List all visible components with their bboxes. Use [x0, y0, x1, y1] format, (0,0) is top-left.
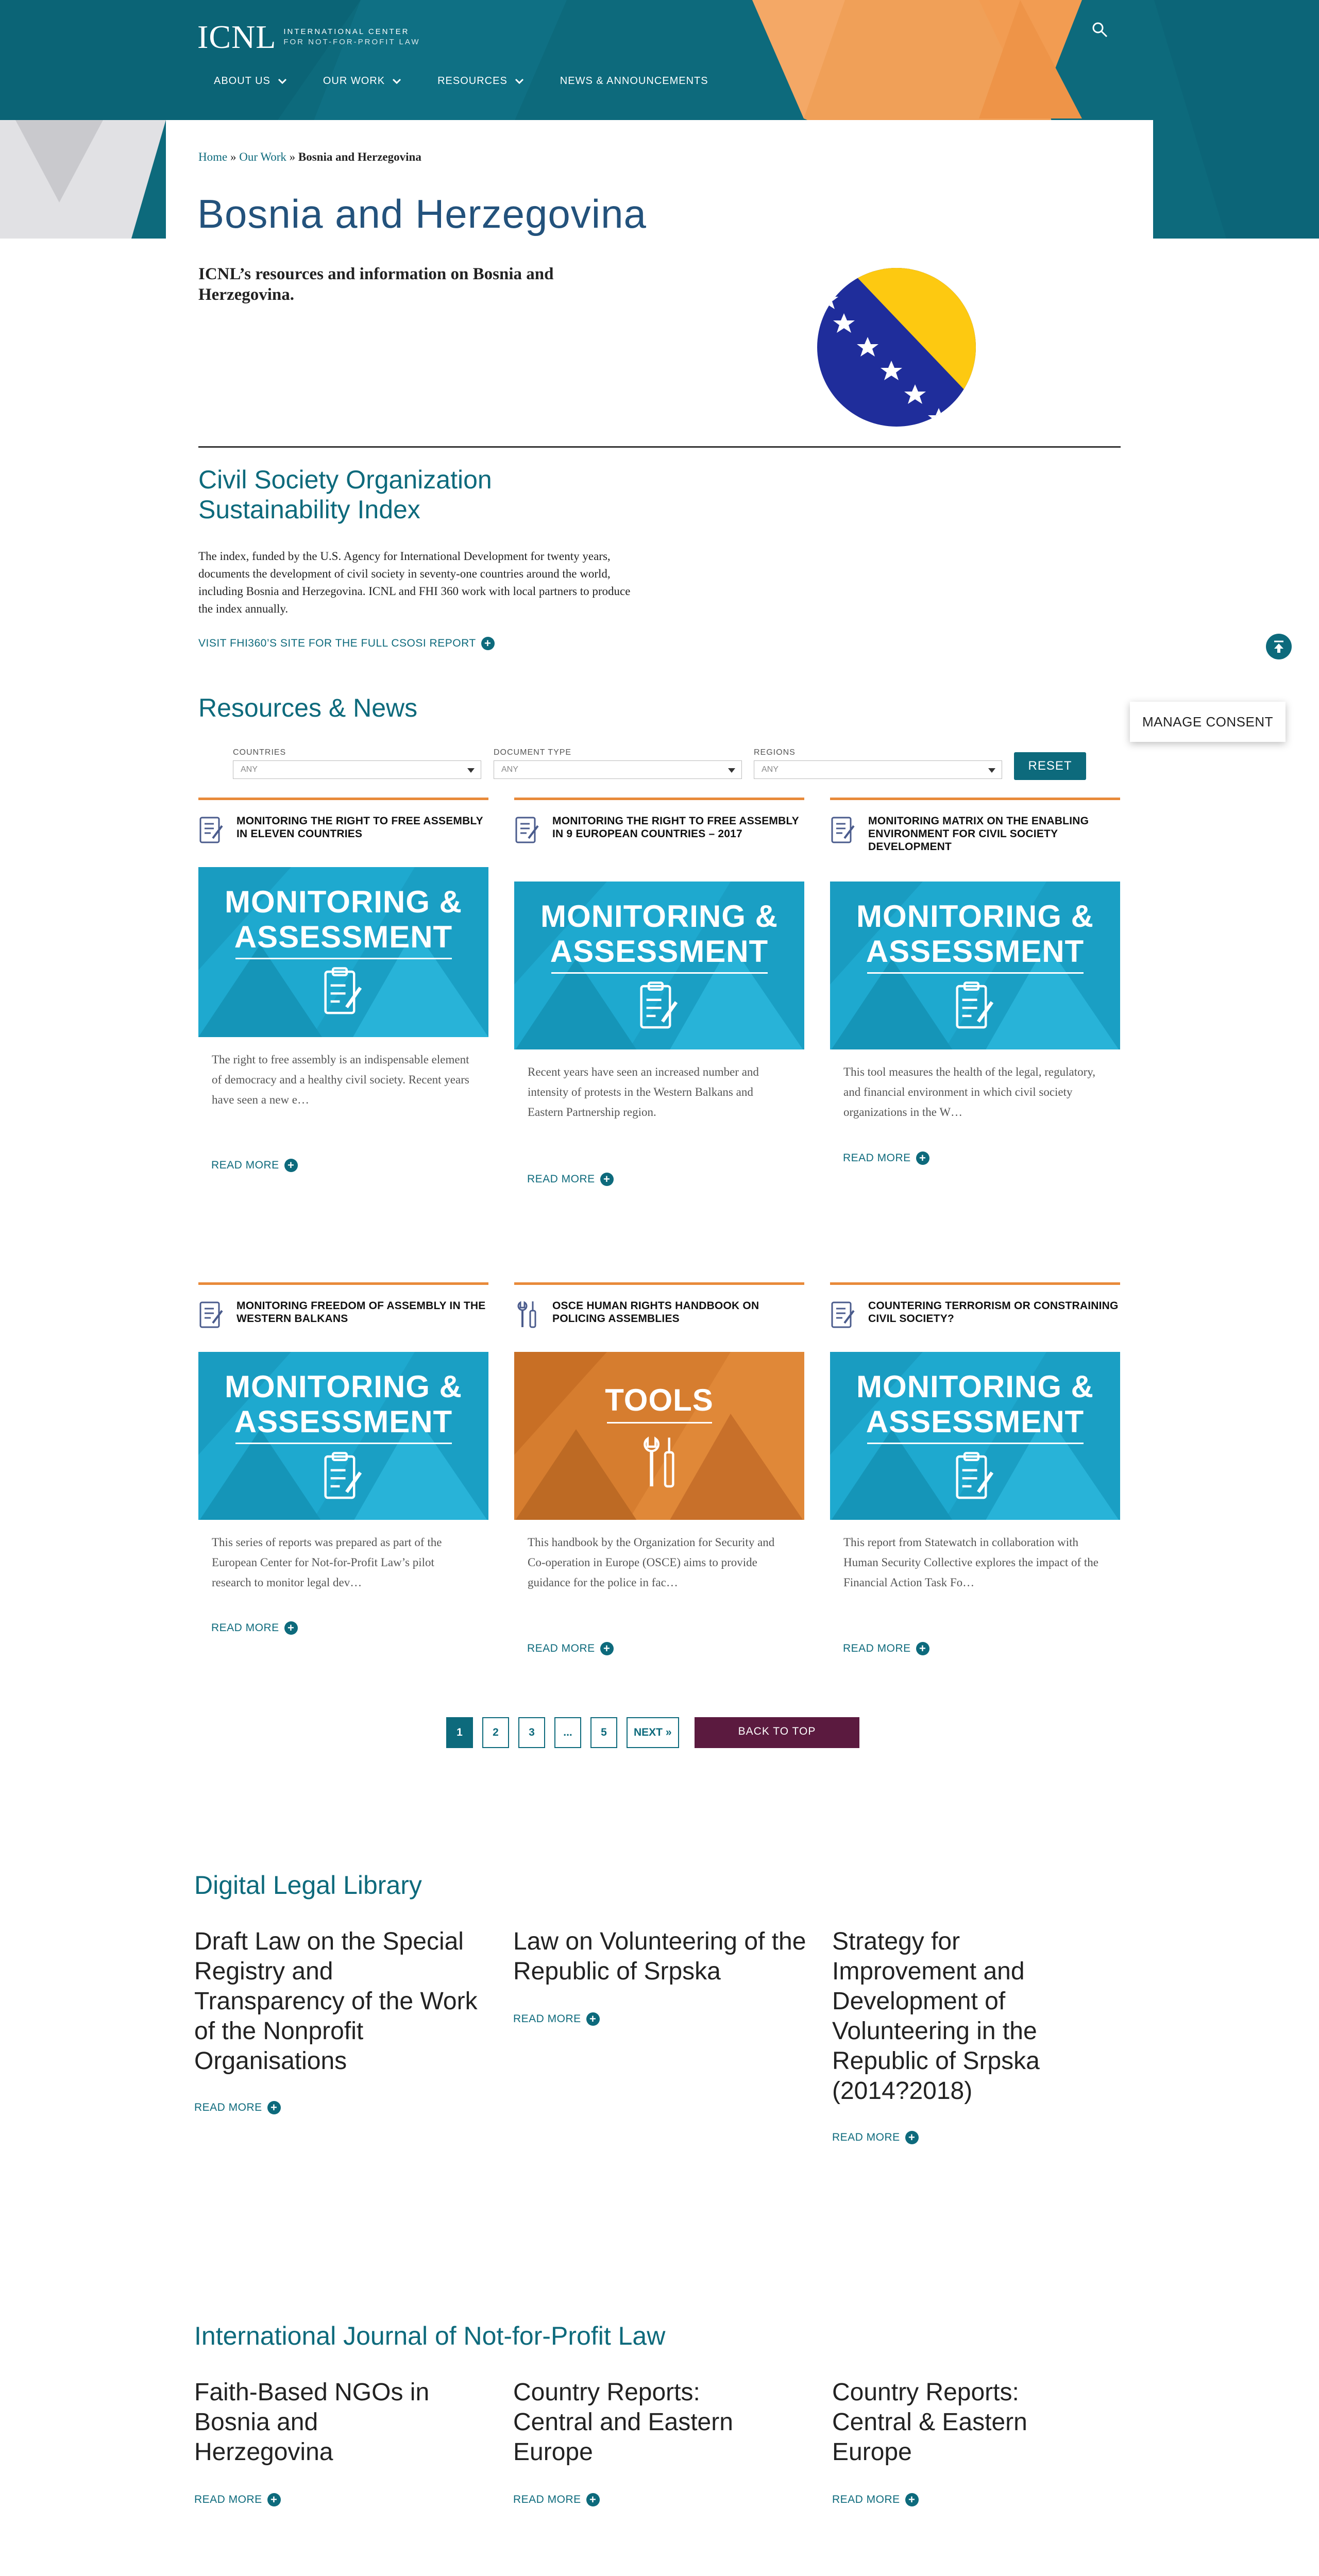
card-title[interactable]: MONITORING THE RIGHT TO FREE ASSEMBLY IN ELEVEN COUNTRIES	[236, 815, 483, 840]
card-excerpt: This report from Statewatch in collaboration with Human Security Collective explores the impact of the Financial Action Task Fo…	[843, 1536, 1098, 1589]
logo-text: INTERNATIONAL CENTER FOR NOT-FOR-PROFIT LAW	[283, 27, 420, 46]
tools-icon	[514, 1299, 540, 1330]
plus-circle-icon: +	[916, 1642, 929, 1655]
page-5-button[interactable]: 5	[590, 1717, 617, 1748]
card-image[interactable]: MONITORING & ASSESSMENT	[830, 1352, 1120, 1520]
scroll-to-top-icon[interactable]	[1266, 634, 1292, 659]
plus-circle-icon: +	[284, 1159, 298, 1172]
card-image[interactable]: MONITORING & ASSESSMENT	[198, 867, 488, 1037]
breadcrumb-our-work[interactable]: Our Work	[239, 150, 286, 163]
card-excerpt: This series of reports was prepared as part of the European Center for Not-for-Profit Law’s pilot research to monitor legal dev…	[212, 1536, 442, 1589]
header-grey-corner	[0, 120, 166, 239]
csosi-report-link[interactable]: VISIT FHI360’S SITE FOR THE FULL CSOSI REPORT +	[198, 637, 495, 650]
breadcrumb: Home » Our Work » Bosnia and Herzegovina	[198, 150, 421, 163]
section-divider	[198, 446, 1121, 448]
site-logo[interactable]	[197, 21, 420, 54]
resource-card	[514, 798, 804, 1122]
wrench-screwdriver-icon	[639, 1435, 680, 1492]
resources-heading: Resources & News	[198, 693, 418, 722]
breadcrumb-home[interactable]: Home	[198, 150, 228, 163]
country-flag-image	[817, 268, 976, 427]
breadcrumb-current: Bosnia and Herzegovina	[298, 150, 421, 163]
journal-item-title[interactable]: Country Reports: Central and Eastern Europe	[513, 2379, 733, 2466]
countries-select[interactable]: ANY	[233, 760, 481, 779]
read-more-link[interactable]: READ MORE +	[832, 2131, 919, 2144]
card-image[interactable]: TOOLS	[514, 1352, 804, 1520]
plus-circle-icon: +	[905, 2131, 919, 2144]
reset-button[interactable]: RESET	[1014, 752, 1086, 780]
card-excerpt: The right to free assembly is an indispensable element of democracy and a healthy civil society. Recent years have seen a new e…	[212, 1053, 469, 1106]
document-icon	[830, 1299, 856, 1330]
plus-circle-icon: +	[600, 1642, 614, 1655]
next-page-button[interactable]: NEXT »	[627, 1717, 679, 1748]
page-1-button[interactable]: 1	[446, 1717, 473, 1748]
filter-regions: REGIONS ANY	[754, 748, 1002, 779]
plus-circle-icon: +	[916, 1151, 929, 1165]
dropdown-arrow-icon	[467, 768, 475, 773]
csosi-description: The index, funded by the U.S. Agency for International Development for twenty years, documents the development of civil society in seventy-one countries around the world, including Bosnia and Herzegovina. ICNL and FHI 360 work with local partners to produce the index annually.	[198, 550, 631, 615]
card-title[interactable]: COUNTERING TERRORISM OR CONSTRAINING CIVIL SOCIETY?	[868, 1300, 1119, 1325]
resource-card	[514, 1282, 804, 1592]
journal-item-title[interactable]: Faith-Based NGOs in Bosnia and Herzegovina	[194, 2379, 430, 2466]
page-3-button[interactable]: 3	[518, 1717, 545, 1748]
card-excerpt: This handbook by the Organization for Security and Co-operation in Europe (OSCE) aims to provide guidance for the police in fac…	[528, 1536, 775, 1589]
read-more-link[interactable]: READ MORE +	[211, 1159, 298, 1172]
page-title: Bosnia and Herzegovina	[197, 191, 647, 236]
plus-circle-icon: +	[284, 1621, 298, 1635]
card-excerpt: This tool measures the health of the legal, regulatory, and financial environment in which civil society organizations in the W…	[843, 1065, 1096, 1118]
chevron-down-icon	[278, 78, 287, 84]
library-item-title[interactable]: Draft Law on the Special Registry and Transparency of the Work of the Nonprofit Organisations	[194, 1928, 478, 2075]
main-nav	[214, 75, 745, 87]
document-icon	[514, 815, 540, 845]
clipboard-icon	[638, 980, 679, 1032]
plus-circle-icon: +	[586, 2493, 600, 2506]
nav-resources[interactable]: RESOURCES	[437, 75, 524, 87]
library-heading: Digital Legal Library	[194, 1871, 422, 1900]
filter-countries: COUNTRIES ANY	[233, 748, 481, 779]
document-icon	[198, 1299, 224, 1330]
page-intro: ICNL’s resources and information on Bosnia and Herzegovina.	[198, 265, 554, 304]
nav-news[interactable]: NEWS & ANNOUNCEMENTS	[560, 75, 708, 87]
resource-card	[198, 798, 488, 1110]
card-image[interactable]: MONITORING & ASSESSMENT	[198, 1352, 488, 1520]
manage-consent-button[interactable]: MANAGE CONSENT	[1130, 702, 1286, 742]
read-more-link[interactable]: READ MORE +	[527, 1173, 614, 1186]
nav-our-work[interactable]: OUR WORK	[323, 75, 401, 87]
read-more-link[interactable]: READ MORE +	[513, 2012, 600, 2026]
journal-heading: International Journal of Not-for-Profit Law	[194, 2321, 666, 2350]
logo-mark: ICNL	[197, 19, 277, 55]
plus-circle-icon: +	[267, 2493, 281, 2506]
chevron-down-icon	[515, 78, 524, 84]
clipboard-icon	[322, 1451, 363, 1502]
library-item-title[interactable]: Law on Volunteering of the Republic of Srpska	[513, 1928, 806, 1985]
read-more-link[interactable]: READ MORE +	[513, 2493, 600, 2506]
clipboard-icon	[322, 966, 363, 1018]
plus-circle-icon: +	[586, 2012, 600, 2026]
plus-circle-icon: +	[481, 637, 495, 650]
read-more-link[interactable]: READ MORE +	[211, 1621, 298, 1635]
read-more-link[interactable]: READ MORE +	[194, 2101, 281, 2114]
document-type-select[interactable]: ANY	[494, 760, 742, 779]
plus-circle-icon: +	[600, 1173, 614, 1186]
read-more-link[interactable]: READ MORE +	[843, 1642, 929, 1655]
resource-card	[198, 1282, 488, 1592]
card-title[interactable]: OSCE HUMAN RIGHTS HANDBOOK ON POLICING ASSEMBLIES	[552, 1300, 759, 1325]
clipboard-icon	[954, 1451, 995, 1502]
nav-about-us[interactable]: ABOUT US	[214, 75, 287, 87]
card-image[interactable]: MONITORING & ASSESSMENT	[514, 882, 804, 1049]
dropdown-arrow-icon	[728, 768, 735, 773]
resource-card	[830, 798, 1120, 1122]
pagination	[446, 1717, 679, 1748]
read-more-link[interactable]: READ MORE +	[194, 2493, 281, 2506]
dropdown-arrow-icon	[988, 768, 995, 773]
read-more-link[interactable]: READ MORE +	[832, 2493, 919, 2506]
read-more-link[interactable]: READ MORE +	[843, 1151, 929, 1165]
card-title[interactable]: MONITORING THE RIGHT TO FREE ASSEMBLY IN 9 EUROPEAN COUNTRIES – 2017	[552, 815, 799, 840]
journal-item-title[interactable]: Country Reports: Central & Eastern Europe	[832, 2379, 1027, 2466]
plus-circle-icon: +	[267, 2101, 281, 2114]
library-item-title[interactable]: Strategy for Improvement and Development of Volunteering in the Republic of Srpska (2014?2018)	[832, 1928, 1040, 2105]
card-excerpt: Recent years have seen an increased number and intensity of protests in the Western Balkans and Eastern Partnership region.	[528, 1065, 759, 1118]
chevron-down-icon	[392, 78, 401, 84]
regions-select[interactable]: ANY	[754, 760, 1002, 779]
plus-circle-icon: +	[905, 2493, 919, 2506]
page-2-button[interactable]: 2	[482, 1717, 509, 1748]
search-icon[interactable]	[1091, 21, 1109, 39]
filter-document-type: DOCUMENT TYPE ANY	[494, 748, 742, 779]
page-ellipsis: ...	[554, 1717, 581, 1748]
card-title[interactable]: MONITORING MATRIX ON THE ENABLING ENVIRONMENT FOR CIVIL SOCIETY DEVELOPMENT	[868, 815, 1089, 853]
back-to-top-button[interactable]: BACK TO TOP	[695, 1717, 859, 1748]
card-image[interactable]: MONITORING & ASSESSMENT	[830, 882, 1120, 1049]
csosi-heading: Civil Society Organization Sustainability Index	[198, 465, 492, 524]
resource-card	[830, 1282, 1120, 1592]
document-icon	[830, 815, 856, 845]
clipboard-icon	[954, 980, 995, 1032]
card-title[interactable]: MONITORING FREEDOM OF ASSEMBLY IN THE WESTERN BALKANS	[236, 1300, 486, 1325]
document-icon	[198, 815, 224, 845]
read-more-link[interactable]: READ MORE +	[527, 1642, 614, 1655]
